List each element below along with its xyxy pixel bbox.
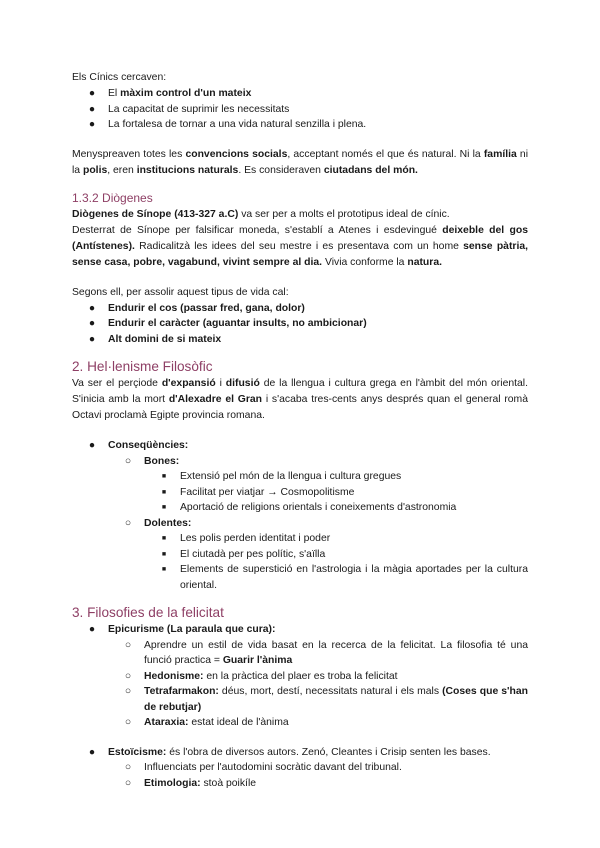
bullet-icon: ●: [88, 88, 96, 99]
list-item: ○ Ataraxia: estat ideal de l'ànima: [72, 715, 528, 731]
list-item: ● Conseqüències:: [72, 438, 528, 454]
document-page: [72, 70, 528, 791]
bullet-icon: ●: [88, 440, 96, 451]
ring-bullet-icon: ○: [124, 777, 132, 789]
list-item: ○ Etimologia: stoà poikíle: [72, 776, 528, 792]
list-item: ● La capacitat de suprimir les necessitats: [72, 102, 528, 118]
bullet-icon: ●: [88, 333, 96, 345]
bullet-icon: ●: [88, 103, 96, 115]
diogenes-intro: Diògenes de Sínope (413-327 a.C) va ser per a molts el prototipus ideal de cínic.: [72, 208, 450, 220]
list-item: ○ Tetrafarmakon: déus, mort, destí, necessitats natural i els mals (Coses que s'han de rebutjar): [72, 684, 528, 715]
list-item: ○ Influenciats per l'autodomini socràtic davant del tribunal.: [72, 760, 528, 776]
intro-list: [72, 86, 528, 133]
section-heading-hellenisme: 2. Hel·lenisme Filosòfic: [72, 359, 213, 374]
list-item: ■ Les polis perden identitat i poder: [72, 531, 528, 547]
list-item: ■ Facilitat per viatjar → Cosmopolitisme: [72, 485, 528, 501]
list-item: ● Endurir el caràcter (aguantar insults, no ambicionar): [72, 316, 528, 332]
ring-bullet-icon: ○: [124, 639, 132, 651]
diogenes-list: [72, 301, 528, 348]
section-heading-felicitat: 3. Filosofies de la felicitat: [72, 605, 224, 620]
ring-bullet-icon: ○: [124, 762, 132, 773]
list-item: ● La fortalesa de tornar a una vida natural senzilla i plena.: [72, 117, 528, 133]
bullet-icon: ●: [88, 302, 96, 314]
list-item: ■ El ciutadà per pes polític, s'aïlla: [72, 547, 528, 563]
bullet-icon: ●: [88, 624, 96, 635]
list-item: ○ Dolentes:: [72, 516, 528, 532]
list-item: ● Estoïcisme: és l'obra de diversos autors. Zenó, Cleantes i Crisip senten les bases.: [72, 745, 528, 761]
square-bullet-icon: ■: [161, 504, 167, 511]
list-item: ■ Aportació de religions orientals i coneixements d'astronomia: [72, 500, 528, 516]
bullet-icon: ●: [88, 318, 96, 329]
hellenisme-paragraph: Va ser el perçiode d'expansió i difusió de la llengua i cultura grega en l'àmbit del món oriental. S'inicia amb la mort d'Alexadre el Gran i s'acaba tres-cents anys després quan el general romà Octavi proclamà Egipte provincia romana.: [72, 378, 528, 421]
intro-lead: Els Cínics cercaven:: [72, 72, 167, 83]
list-item: ■ Extensió pel món de la llengua i cultura gregues: [72, 469, 528, 485]
bullet-icon: ●: [88, 746, 96, 758]
square-bullet-icon: ■: [161, 488, 167, 496]
ring-bullet-icon: ○: [124, 455, 132, 467]
diogenes-paragraph: Desterrat de Sínope per falsificar moneda, s'establí a Atenes i esdevingué deixeble del gos (Antístenes). Radicalitzà les idees del seu mestre i es presentava com un home sense pàtria, sense casa, pobre, vagabund, vivint sempre al dia. Vivia conforme la natura.: [72, 224, 529, 268]
estoicisme-list: [72, 745, 528, 792]
list-item: ● Alt domini de si mateix: [72, 332, 528, 348]
ring-bullet-icon: ○: [124, 686, 132, 697]
ring-bullet-icon: ○: [124, 670, 132, 682]
square-bullet-icon: ■: [161, 473, 167, 480]
consequencies-list: [72, 438, 528, 593]
list-item: ● El màxim control d'un mateix: [72, 86, 528, 102]
ring-bullet-icon: ○: [124, 517, 132, 529]
ring-bullet-icon: ○: [124, 717, 132, 728]
list-item: ○ Aprendre un estil de vida basat en la recerca de la felicitat. La filosofia té una funció practica = Guarir l'ànima: [72, 638, 528, 669]
section-heading-diogenes: 1.3.2 Diògenes: [72, 190, 153, 205]
square-bullet-icon: ■: [161, 566, 167, 573]
list-item: ○ Bones:: [72, 454, 528, 470]
diogenes-lead: Segons ell, per assolir aquest tipus de vida cal:: [72, 286, 289, 298]
list-item: ● Epicurisme (La paraula que cura):: [72, 622, 528, 638]
square-bullet-icon: ■: [161, 550, 167, 558]
menyspreaven-paragraph: Menyspreaven totes les convencions socials, acceptant només el que és natural. Ni la família ni la polis, eren institucions naturals. Es consideraven ciutadans del món.: [72, 148, 529, 176]
felicitat-list: [72, 622, 528, 731]
bullet-icon: ●: [88, 119, 96, 130]
square-bullet-icon: ■: [161, 535, 167, 542]
list-item: ○ Hedonisme: en la pràctica del plaer es troba la felicitat: [72, 669, 528, 685]
list-item: ■ Elements de superstició en l'astrologia i la màgia aportades per la cultura oriental.: [72, 562, 528, 593]
list-item: ● Endurir el cos (passar fred, gana, dolor): [72, 301, 528, 317]
